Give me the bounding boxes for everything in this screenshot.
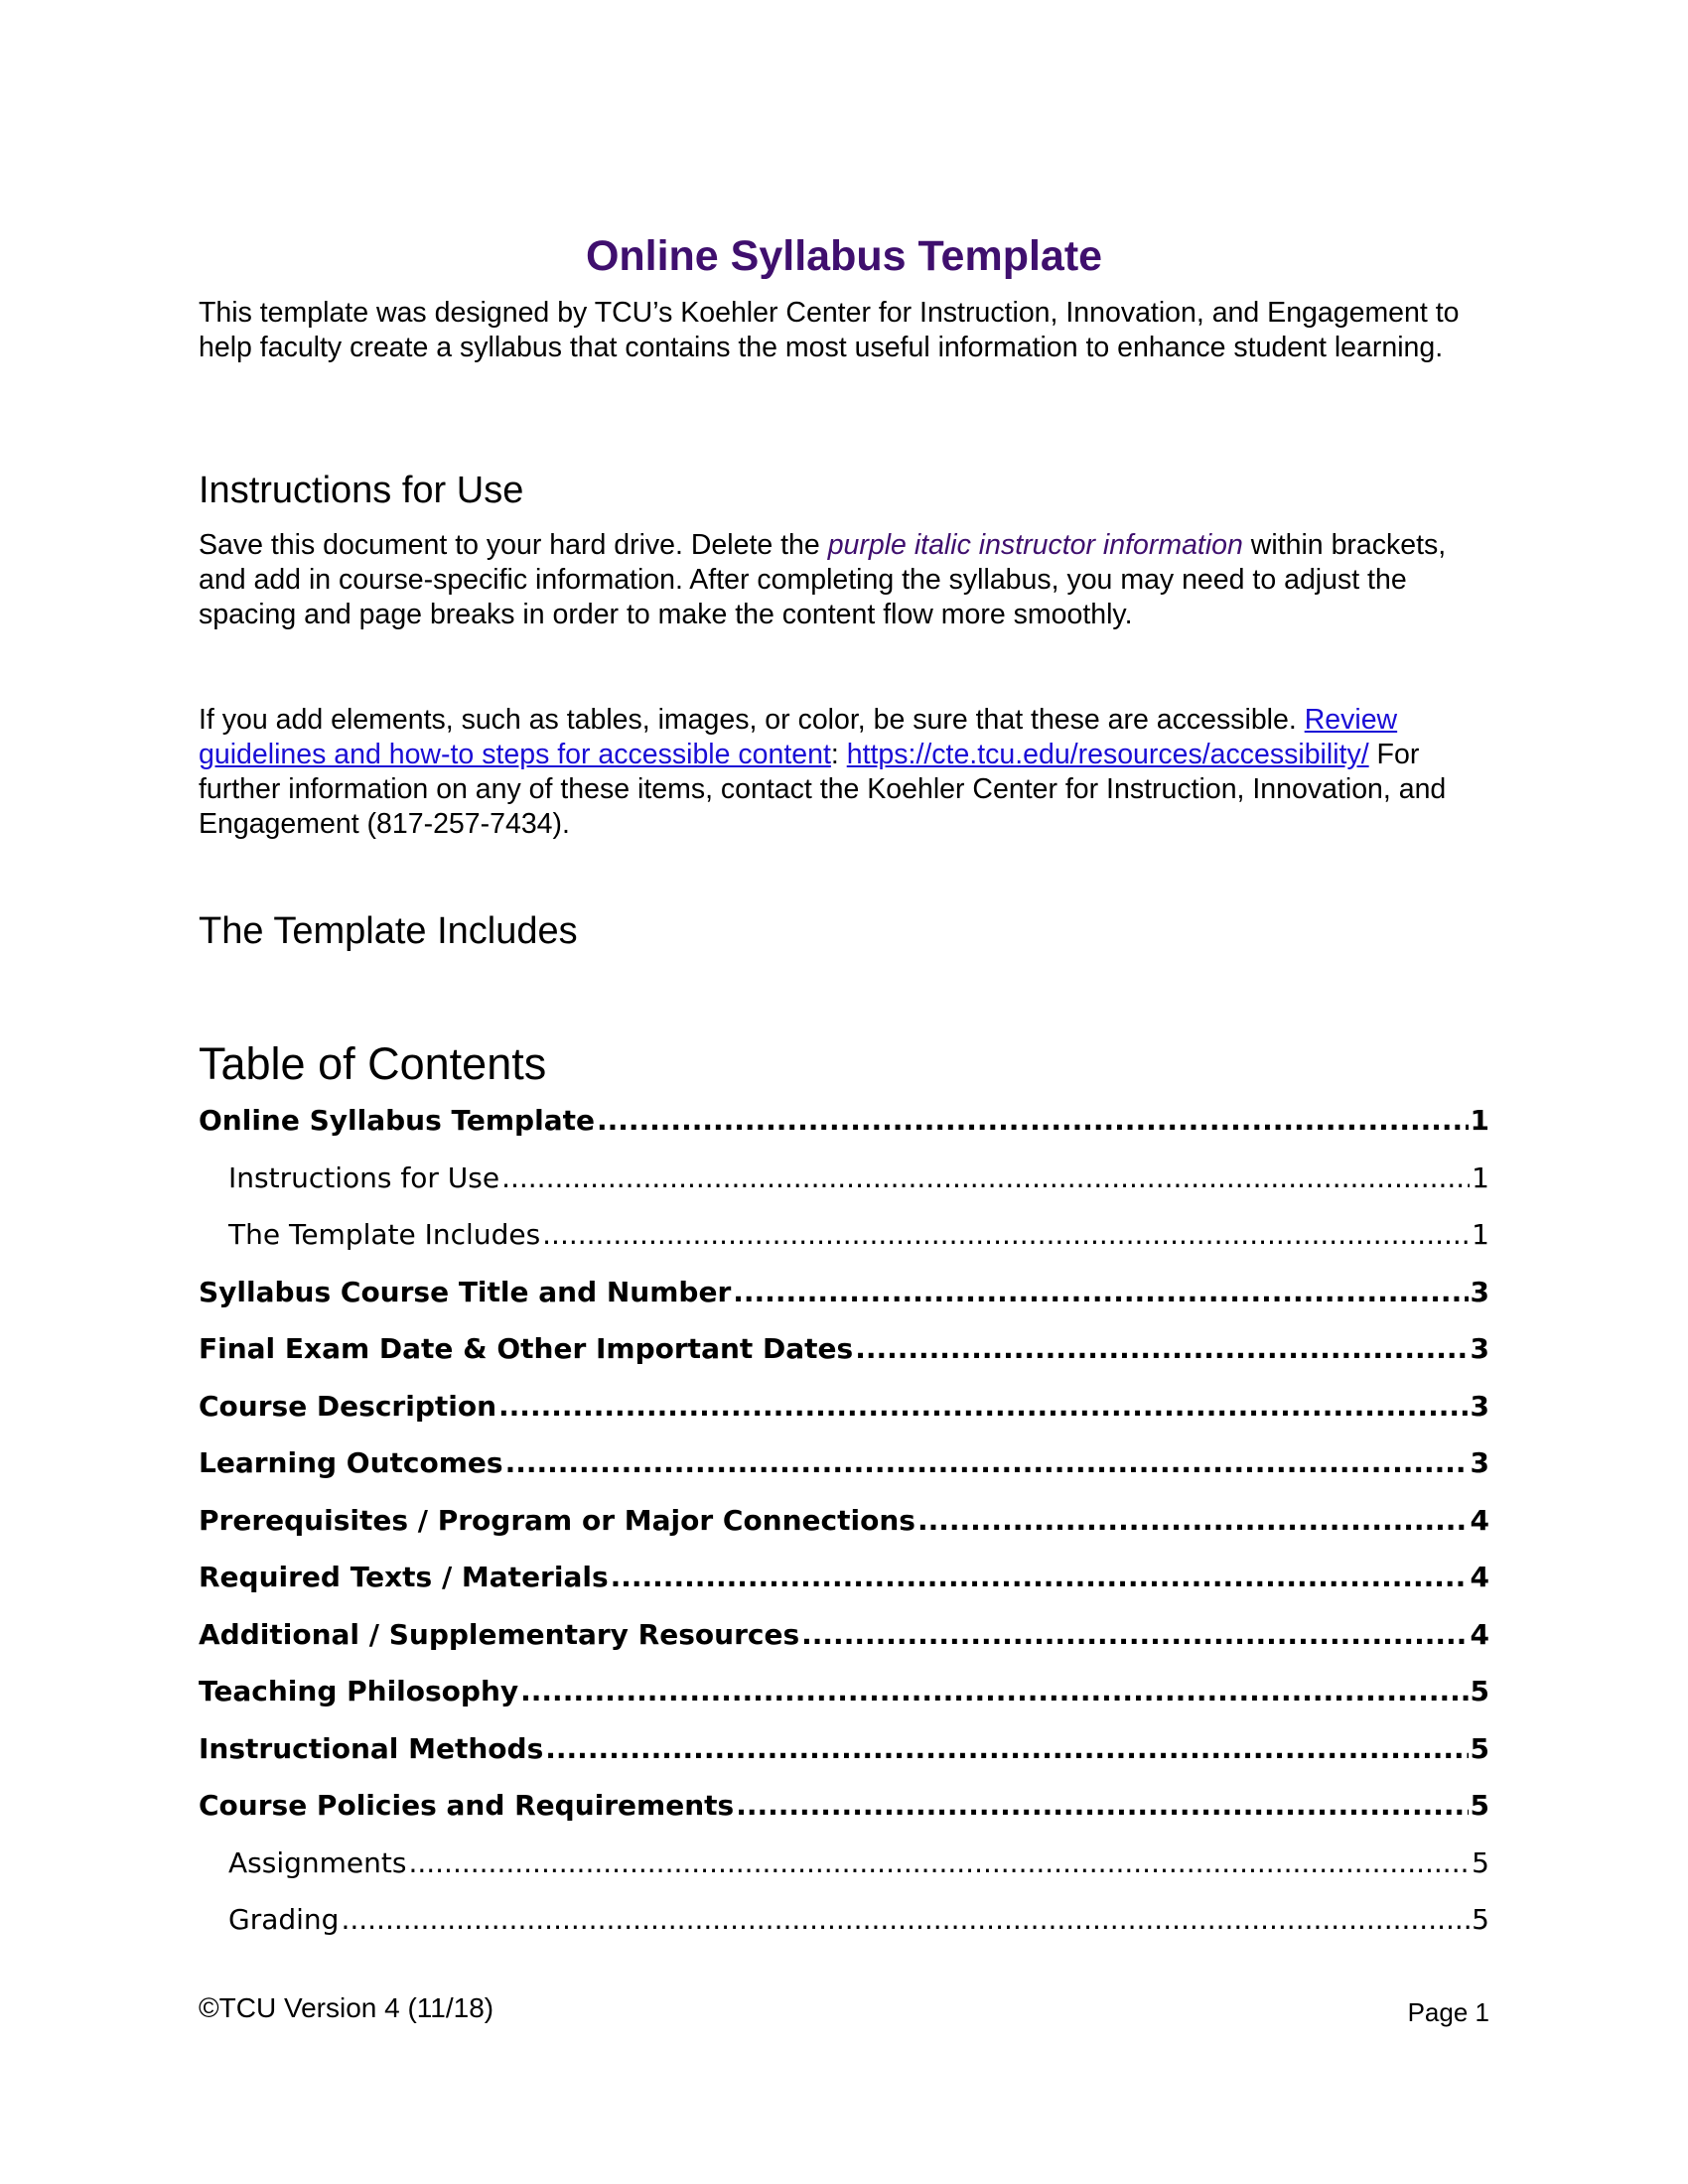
toc-entry-label: Online Syllabus Template <box>199 1104 595 1137</box>
toc-entry-page: 3 <box>1470 1389 1489 1423</box>
accessibility-paragraph <box>199 703 1489 842</box>
accessibility-colon: : <box>830 739 847 770</box>
intro-paragraph: This template was designed by TCU’s Koehler Center for Instruction, Innovation, and Engagement to help faculty create a syllabus that contains the most useful information to enhance student learning. <box>199 297 1460 363</box>
toc-dot-leader <box>801 1618 1468 1651</box>
toc-entry-page: 3 <box>1470 1446 1489 1479</box>
toc-entry-label: Learning Outcomes <box>199 1446 503 1479</box>
toc-dot-leader <box>855 1332 1468 1365</box>
toc-entry[interactable] <box>199 1276 1489 1333</box>
toc-entry-label: The Template Includes <box>228 1218 541 1251</box>
toc-entry[interactable] <box>199 1104 1489 1161</box>
toc-dot-leader <box>545 1732 1468 1765</box>
toc-entry[interactable] <box>199 1675 1489 1732</box>
accessibility-text-after: For further information on any of these items, contact the Koehler Center for Instruction, Innovation, and Engagement (817-257-7434). <box>199 739 1447 840</box>
toc-entry-label: Course Description <box>199 1389 497 1423</box>
footer-version: ©TCU Version 4 (11/18) <box>199 1992 494 2023</box>
table-of-contents <box>199 1104 1489 1961</box>
toc-dot-leader <box>505 1446 1469 1479</box>
toc-entry-page: 1 <box>1472 1218 1489 1251</box>
toc-entry-page: 4 <box>1470 1503 1489 1537</box>
toc-entry-page: 5 <box>1470 1789 1489 1822</box>
toc-entry[interactable] <box>199 1161 1489 1219</box>
toc-entry-page: 3 <box>1470 1275 1489 1308</box>
toc-entry[interactable] <box>199 1618 1489 1676</box>
toc-dot-leader <box>408 1846 1470 1879</box>
toc-entry[interactable] <box>199 1390 1489 1447</box>
instructions-text-before: Save this document to your hard drive. Delete the <box>199 529 828 561</box>
toc-entry[interactable] <box>199 1218 1489 1276</box>
toc-entry-page: 3 <box>1470 1332 1489 1365</box>
toc-entry-page: 5 <box>1470 1675 1489 1707</box>
toc-dot-leader <box>542 1218 1470 1251</box>
toc-dot-leader <box>341 1903 1470 1936</box>
toc-entry-page: 4 <box>1470 1561 1489 1593</box>
accessibility-url-link[interactable]: https://cte.tcu.edu/resources/accessibility/ <box>846 739 1369 770</box>
toc-entry[interactable] <box>199 1732 1489 1790</box>
toc-entry-label: Prerequisites / Program or Major Connections <box>199 1503 915 1537</box>
purple-italic-sample: purple italic instructor information <box>827 529 1243 561</box>
toc-entry-label: Assignments <box>228 1845 407 1879</box>
toc-entry[interactable] <box>199 1846 1489 1904</box>
toc-entry-page: 5 <box>1472 1845 1489 1879</box>
instructions-heading: Instructions for Use <box>199 470 524 511</box>
toc-entry[interactable] <box>199 1561 1489 1618</box>
toc-entry-label: Teaching Philosophy <box>199 1675 519 1707</box>
toc-entry-label: Additional / Supplementary Resources <box>199 1617 800 1651</box>
toc-entry[interactable] <box>199 1446 1489 1504</box>
template-includes-heading: The Template Includes <box>199 910 578 952</box>
toc-dot-leader <box>498 1390 1468 1423</box>
toc-heading: Table of Contents <box>199 1038 547 1089</box>
toc-entry[interactable] <box>199 1789 1489 1846</box>
instructions-paragraph <box>199 528 1489 632</box>
toc-entry-label: Instructional Methods <box>199 1731 544 1765</box>
toc-dot-leader <box>501 1161 1470 1194</box>
toc-dot-leader <box>611 1561 1469 1593</box>
toc-entry-label: Course Policies and Requirements <box>199 1789 735 1822</box>
toc-entry-page: 5 <box>1472 1903 1489 1936</box>
toc-dot-leader <box>733 1276 1468 1308</box>
footer-page-number: Page 1 <box>1407 1997 1489 2027</box>
toc-dot-leader <box>736 1789 1468 1822</box>
toc-dot-leader <box>520 1675 1468 1707</box>
toc-entry-label: Required Texts / Materials <box>199 1561 609 1593</box>
toc-entry-page: 1 <box>1472 1160 1489 1194</box>
toc-entry-page: 5 <box>1470 1731 1489 1765</box>
toc-entry[interactable] <box>199 1332 1489 1390</box>
instructions-text-after: within brackets, and add in course-specific information. After completing the syllabus, you may need to adjust the spacing and page breaks in order to make the content flow more smoothly. <box>199 529 1447 630</box>
toc-entry-label: Syllabus Course Title and Number <box>199 1275 732 1308</box>
toc-entry-label: Final Exam Date & Other Important Dates <box>199 1332 854 1365</box>
toc-entry-label: Instructions for Use <box>228 1160 500 1194</box>
toc-entry[interactable] <box>199 1504 1489 1562</box>
accessibility-text-before: If you add elements, such as tables, images, or color, be sure that these are accessible. <box>199 704 1305 736</box>
toc-entry-label: Grading <box>228 1903 340 1936</box>
toc-entry[interactable] <box>199 1903 1489 1961</box>
toc-entry-page: 4 <box>1470 1617 1489 1651</box>
accessibility-guidelines-link[interactable]: Review guidelines and how-to steps for accessible content <box>199 704 1398 770</box>
toc-dot-leader <box>597 1104 1469 1137</box>
toc-dot-leader <box>917 1504 1469 1537</box>
page-title: Online Syllabus Template <box>585 232 1103 280</box>
toc-entry-page: 1 <box>1470 1104 1489 1137</box>
